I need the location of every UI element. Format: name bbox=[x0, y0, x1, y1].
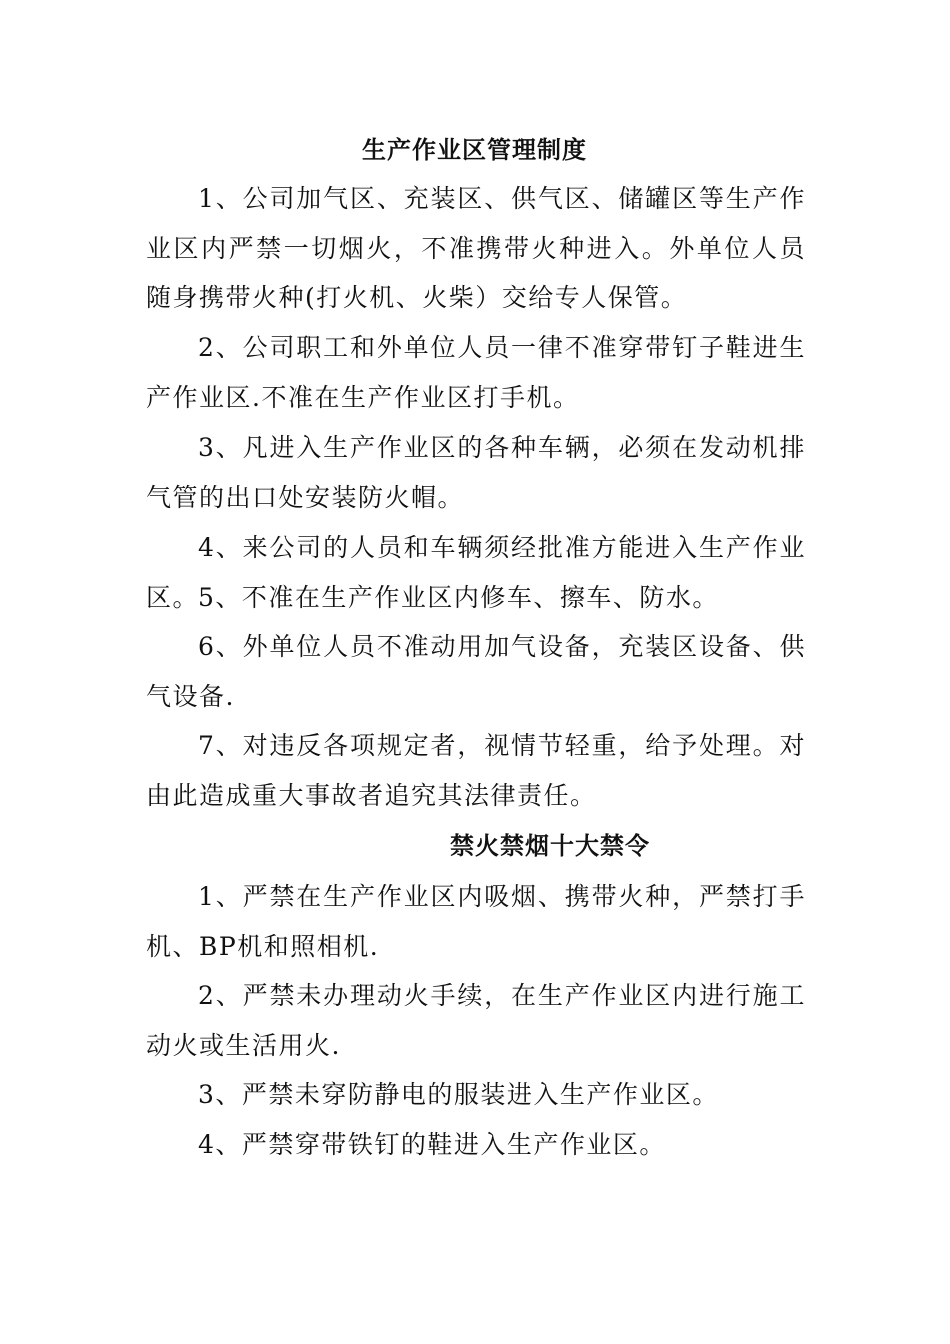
rule-item-5: 5、不准在生产作业区内修车、擦车、防水。 bbox=[198, 583, 719, 612]
prohibition-item-2: 2、严禁未办理动火手续，在生产作业区内进行施工动火或生活用火. bbox=[146, 981, 806, 1060]
section-title-management-rules: 生产作业区管理制度 bbox=[362, 135, 587, 164]
rule-item-7: 7、对违反各项规定者，视情节轻重，给予处理。对由此造成重大事故者追究其法律责任。 bbox=[146, 731, 806, 810]
rule-item-3: 3、凡进入生产作业区的各种车辆，必须在发动机排气管的出口处安装防火帽。 bbox=[146, 433, 806, 512]
prohibition-item-1: 1、严禁在生产作业区内吸烟、携带火种，严禁打手机、BP机和照相机. bbox=[146, 882, 806, 961]
rule-item-4: 4、来公司的人员和车辆须经批准方能进入生产作业区。 bbox=[146, 533, 806, 612]
prohibition-item-3: 3、严禁未穿防静电的服装进入生产作业区。 bbox=[198, 1080, 719, 1109]
rule-item-2: 2、公司职工和外单位人员一律不准穿带钉子鞋进生产作业区.不准在生产作业区打手机。 bbox=[146, 333, 806, 412]
prohibition-item-4: 4、严禁穿带铁钉的鞋进入生产作业区。 bbox=[198, 1130, 666, 1159]
section-title-fire-prohibitions: 禁火禁烟十大禁令 bbox=[450, 831, 650, 860]
rule-item-1: 1、公司加气区、充装区、供气区、储罐区等生产作业区内严禁一切烟火，不准携带火种进入。外单位人员随身携带火种(打火机、火柴）交给专人保管。 bbox=[146, 184, 806, 312]
rule-item-6: 6、外单位人员不准动用加气设备，充装区设备、供气设备. bbox=[146, 632, 806, 711]
